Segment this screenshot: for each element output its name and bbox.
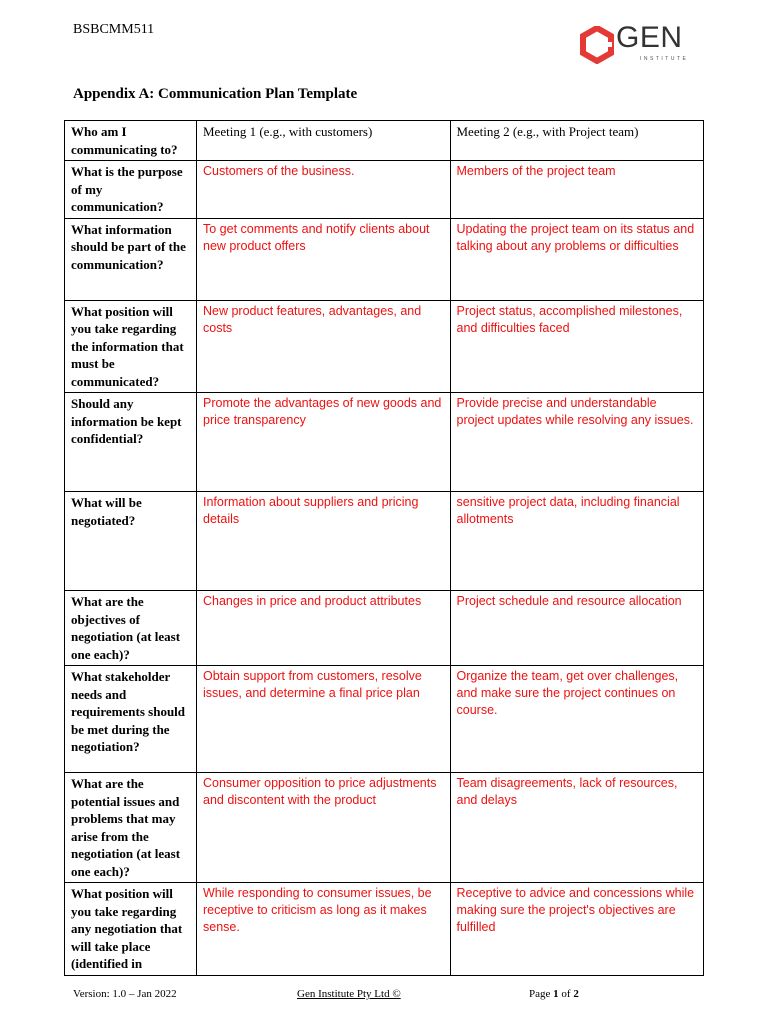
meeting-2-answer-cell: Provide precise and understandable project updates while resolving any issues. [450, 393, 704, 492]
question-cell: What position will you take regarding any negotiation that will take place (identified in [65, 883, 197, 976]
table-row [65, 492, 704, 591]
meeting-1-answer-cell: Information about suppliers and pricing details [197, 492, 451, 591]
header-meeting-1-cell: Meeting 1 (e.g., with customers) [197, 121, 451, 161]
table-row [65, 300, 704, 393]
logo-wordmark: GEN [616, 21, 683, 54]
question-cell: What will be negotiated? [65, 492, 197, 591]
question-cell: What position will you take regarding the information that must be communicated? [65, 300, 197, 393]
question-cell: What information should be part of the communication? [65, 218, 197, 300]
meeting-2-answer-cell: Project schedule and resource allocation [450, 591, 704, 666]
footer-company-link[interactable]: Gen Institute Pty Ltd © [297, 988, 401, 1000]
header-question-cell: Who am I communicating to? [65, 121, 197, 161]
table-row [65, 591, 704, 666]
meeting-1-answer-cell: To get comments and notify clients about new product offers [197, 218, 451, 300]
page-current: 1 [553, 988, 559, 1000]
page-prefix: Page [529, 988, 554, 1000]
table-row [65, 666, 704, 773]
footer-page-number [529, 988, 579, 1000]
meeting-2-answer-cell: Members of the project team [450, 161, 704, 219]
gen-institute-logo [580, 21, 692, 66]
table-row [65, 883, 704, 976]
page-of: of [558, 988, 574, 1000]
table-row [65, 773, 704, 883]
question-cell: Should any information be kept confidential? [65, 393, 197, 492]
question-cell: What is the purpose of my communication? [65, 161, 197, 219]
table-row [65, 218, 704, 300]
table-header-row [65, 121, 704, 161]
question-cell: What stakeholder needs and requirements should be met during the negotiation? [65, 666, 197, 773]
logo-subtext: INSTITUTE [640, 56, 689, 62]
meeting-1-answer-cell: Consumer opposition to price adjustments and discontent with the product [197, 773, 451, 883]
page-total: 2 [573, 988, 579, 1000]
question-cell: What are the potential issues and problems that may arise from the negotiation (at least one each)? [65, 773, 197, 883]
question-cell: What are the objectives of negotiation (at least one each)? [65, 591, 197, 666]
meeting-1-answer-cell: Customers of the business. [197, 161, 451, 219]
meeting-2-answer-cell: Updating the project team on its status and talking about any problems or difficulties [450, 218, 704, 300]
table-row [65, 161, 704, 219]
meeting-1-answer-cell: New product features, advantages, and costs [197, 300, 451, 393]
meeting-1-answer-cell: Promote the advantages of new goods and price transparency [197, 393, 451, 492]
footer-version: Version: 1.0 – Jan 2022 [73, 988, 177, 1000]
meeting-2-answer-cell: sensitive project data, including financial allotments [450, 492, 704, 591]
meeting-2-answer-cell: Team disagreements, lack of resources, and delays [450, 773, 704, 883]
meeting-1-answer-cell: Obtain support from customers, resolve issues, and determine a final price plan [197, 666, 451, 773]
meeting-2-answer-cell: Receptive to advice and concessions while making sure the project's objectives are fulfilled [450, 883, 704, 976]
communication-plan-table [64, 120, 704, 976]
meeting-2-answer-cell: Organize the team, get over challenges, and make sure the project continues on course. [450, 666, 704, 773]
meeting-2-answer-cell: Project status, accomplished milestones, and difficulties faced [450, 300, 704, 393]
meeting-1-answer-cell: While responding to consumer issues, be receptive to criticism as long as it makes sense. [197, 883, 451, 976]
table-row [65, 393, 704, 492]
meeting-1-answer-cell: Changes in price and product attributes [197, 591, 451, 666]
document-code: BSBCMM511 [73, 22, 155, 37]
hexagon-logo-icon [580, 26, 614, 64]
page-title: Appendix A: Communication Plan Template [73, 86, 358, 102]
header-meeting-2-cell: Meeting 2 (e.g., with Project team) [450, 121, 704, 161]
